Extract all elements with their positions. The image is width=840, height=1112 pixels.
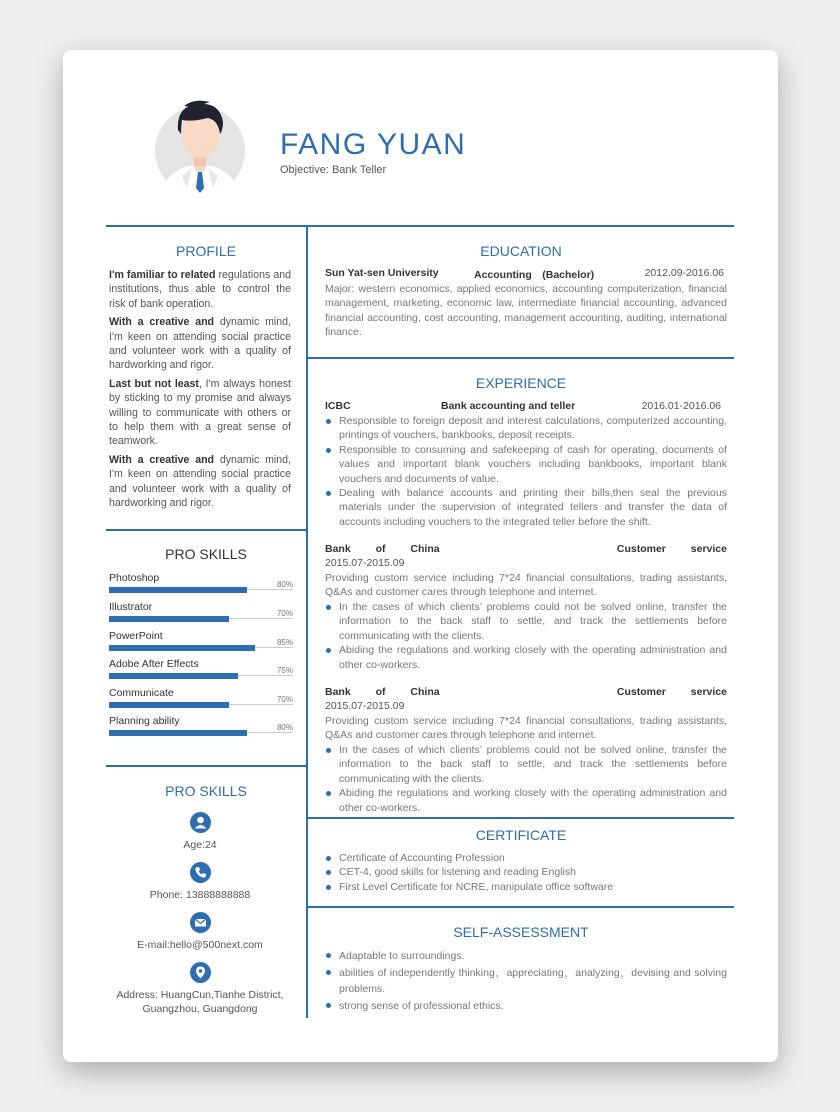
right-divider-3	[308, 906, 734, 908]
education-school: Sun Yat-sen University	[325, 267, 439, 279]
list-item: Abiding the regulations and working closely with the operating administration and other co-workers.	[325, 643, 727, 672]
contact-text: E-mail:hello@500next.com	[137, 939, 263, 951]
skill-bar	[109, 687, 293, 715]
skill-fill	[109, 702, 229, 708]
education-major: Major: western economics, applied economics, accounting computerization, financial management, marketing, economic law, intermediate financial accounting, advanced financial accounting, cost accounting, management accounting, auditing, international finance.	[325, 283, 727, 339]
skill-bar	[109, 715, 293, 743]
job-header	[325, 543, 727, 557]
job-period: 2015.07-2015.09	[325, 557, 405, 569]
profile-paragraph: I'm familiar to related regulations and institutions, thus able to control the risk of bank operation.	[109, 269, 291, 310]
skill-bar	[109, 601, 293, 629]
job-company: ICBC	[325, 400, 351, 412]
location-icon	[190, 962, 211, 983]
skill-percent: 80%	[276, 723, 293, 732]
education-row	[325, 267, 727, 281]
list-item: In the cases of which clients’ problems could not be solved online, transfer the information to the back staff to settle, and track the settlements before communicating with the clients.	[325, 600, 727, 643]
resume-page	[63, 50, 778, 1062]
job-bullets	[325, 743, 727, 815]
certificate-title: CERTIFICATE	[475, 827, 567, 843]
skill-name: PowerPoint	[109, 630, 163, 642]
contact-phone	[107, 862, 293, 902]
skill-fill	[109, 587, 247, 593]
right-divider-1	[308, 357, 734, 359]
column-divider	[306, 225, 308, 1018]
skill-percent: 70%	[276, 609, 293, 618]
education-title: EDUCATION	[480, 243, 562, 259]
job-company: Bank of China	[325, 543, 440, 555]
job-role: Customer service	[616, 686, 727, 698]
skill-name: Adobe After Effects	[109, 658, 199, 670]
experience-title: EXPERIENCE	[475, 375, 567, 391]
profile-title: PROFILE	[176, 243, 236, 259]
job-header	[325, 400, 727, 414]
skill-percent: 80%	[276, 580, 293, 589]
right-divider-2	[308, 817, 734, 819]
list-item: Adaptable to surroundings.	[325, 948, 727, 964]
contact-text: Phone: 13888888888	[149, 889, 251, 901]
skill-name: Communicate	[109, 687, 174, 699]
skill-fill	[109, 645, 255, 651]
objective: Objective: Bank Teller	[280, 164, 387, 176]
skill-name: Planning ability	[109, 715, 180, 727]
skill-name: Illustrator	[109, 601, 153, 613]
list-item: First Level Certificate for NCRE, manipulate office software	[325, 880, 727, 894]
profile-paragraph: With a creative and dynamic mind, I'm keen on attending social practice and volunteer work with a quality of hardworking and rigor.	[109, 453, 291, 510]
contact-text: Address: HuangCun,Tianhe District, Guangzhou, Guangdong	[116, 989, 284, 1015]
education-degree: Accounting (Bachelor)	[474, 269, 595, 281]
contact-text: Age:24	[183, 839, 217, 851]
skill-bar	[109, 658, 293, 686]
job-period: 2015.07-2015.09	[325, 700, 405, 712]
list-item: Dealing with balance accounts and printing their bills,then seal the previous materials under the supervision of integrated tellers and transfer the data of accounts including vouchers to the integrated teller before the shift.	[325, 486, 727, 529]
profile-paragraph: With a creative and dynamic mind, I'm keen on attending social practice and volunteer work with a quality of hardworking and rigor.	[109, 316, 291, 372]
contact-email	[107, 912, 293, 952]
job-summary: Providing custom service including 7*24 financial consultations, trading assistants, Q&As and customer cares through telephone and internet.	[325, 715, 727, 742]
self-assessment-list	[325, 948, 727, 1015]
skills-title: PRO SKILLS	[165, 546, 247, 562]
list-item: CET-4, good skills for listening and reading English	[325, 865, 727, 879]
job-summary: Providing custom service including 7*24 financial consultations, trading assistants, Q&As and customer cares through telephone and internet.	[325, 572, 727, 599]
skill-fill	[109, 616, 229, 622]
contact-title: PRO SKILLS	[165, 783, 247, 799]
job-period: 2016.01-2016.06	[641, 400, 721, 412]
education-period: 2012.09-2016.06	[644, 267, 724, 279]
mail-icon	[190, 912, 211, 933]
left-divider-2	[106, 765, 306, 767]
contact-age	[107, 812, 293, 852]
job-bullets	[325, 600, 727, 672]
avatar	[154, 96, 246, 198]
contact-address	[107, 962, 293, 1016]
header-divider	[106, 225, 734, 227]
profile-paragraph: Last but not least, I'm always honest by sticking to my promise and always willing to communicate with others or to help them with a great sense of teamwork.	[109, 377, 291, 448]
job-company: Bank of China	[325, 686, 440, 698]
candidate-name: FANG YUAN	[280, 128, 467, 161]
user-icon	[190, 812, 211, 833]
left-divider-1	[106, 529, 306, 531]
job-bullets	[325, 414, 727, 529]
list-item: Certificate of Accounting Profession	[325, 851, 727, 865]
skill-bar	[109, 572, 293, 600]
phone-icon	[190, 862, 211, 883]
job-role: Customer service	[616, 543, 727, 555]
list-item: Abiding the regulations and working closely with the operating administration and other co-workers.	[325, 786, 727, 815]
list-item: abilities of independently thinking，appreciating，analyzing，devising and solving problems.	[325, 965, 727, 997]
skill-bar	[109, 630, 293, 658]
job-role: Bank accounting and teller	[441, 400, 576, 412]
skill-fill	[109, 730, 247, 736]
job-header	[325, 686, 727, 700]
skill-percent: 85%	[276, 638, 293, 647]
list-item: Responsible to consuming and safekeeping of cash for operating, documents of values and important blank vouchers including bankbooks, important blank vouchers and documents of value.	[325, 443, 727, 486]
list-item: In the cases of which clients’ problems could not be solved online, transfer the information to the back staff to settle, and track the settlements before communicating with the clients.	[325, 743, 727, 786]
list-item: strong sense of professional ethics.	[325, 998, 727, 1014]
skill-fill	[109, 673, 238, 679]
skill-percent: 70%	[276, 695, 293, 704]
profile-text	[109, 268, 291, 515]
skill-percent: 75%	[276, 666, 293, 675]
certificate-list	[325, 851, 727, 894]
skill-name: Photoshop	[109, 572, 160, 584]
list-item: Responsible to foreign deposit and interest calculations, computerized accounting, printings of vouchers, bankbooks, deposit receipts.	[325, 414, 727, 443]
self-assessment-title: SELF-ASSESSMENT	[453, 924, 589, 940]
